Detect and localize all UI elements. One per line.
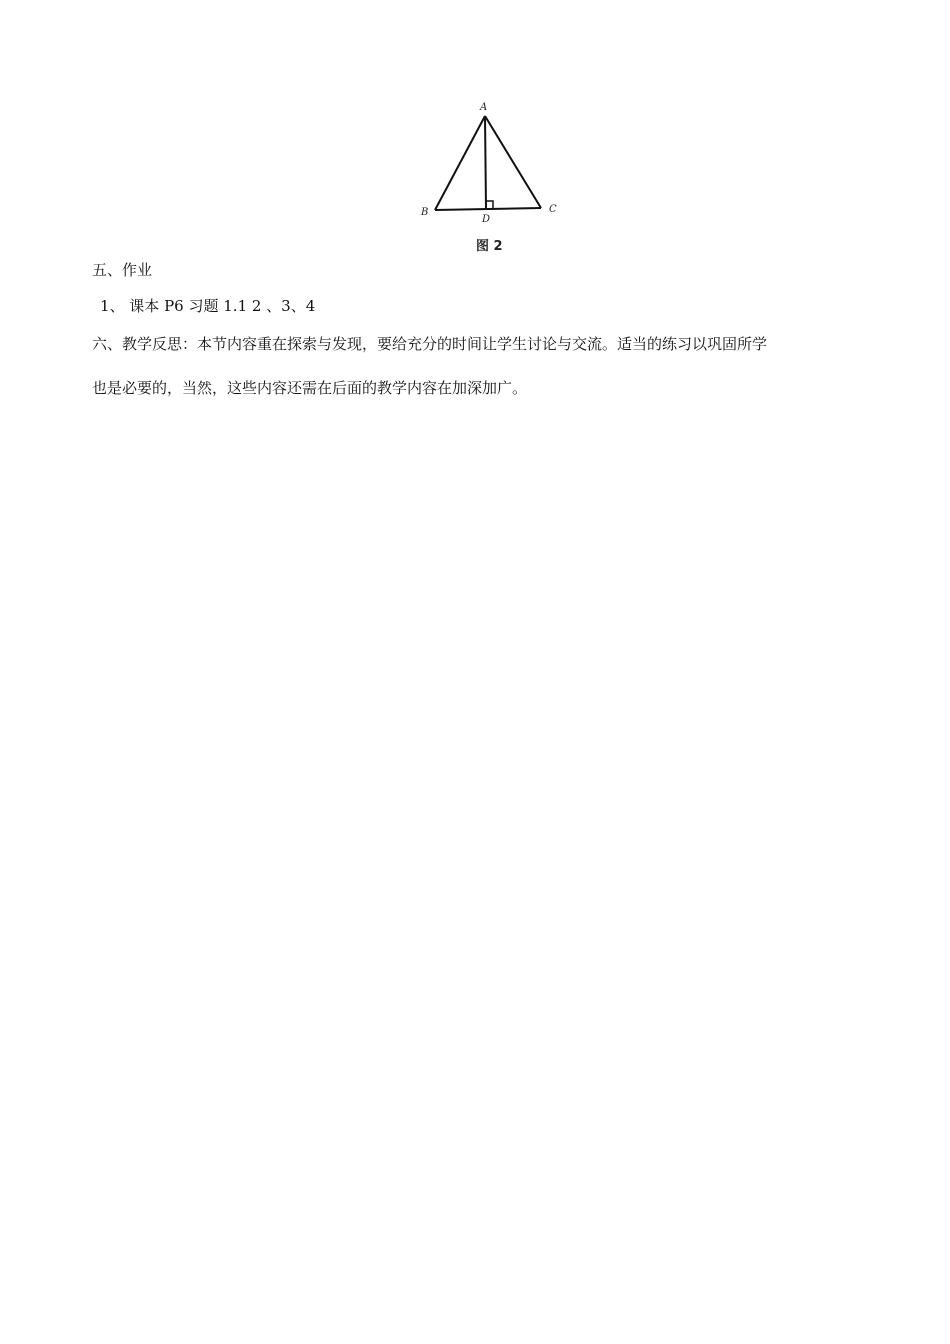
triangle-figure bbox=[415, 98, 565, 258]
point-label-d: D bbox=[482, 214, 491, 225]
reflection-paragraph-line-1: 六、教学反思：本节内容重在探索与发现，要给充分的时间让学生讨论与交流。适当的练习以巩固所学 bbox=[92, 335, 768, 353]
side-ac bbox=[485, 116, 541, 208]
side-ab bbox=[435, 116, 485, 210]
point-label-c: C bbox=[549, 204, 557, 215]
point-label-b: B bbox=[421, 207, 429, 218]
right-angle-mark bbox=[486, 201, 493, 209]
section-heading-homework: 五、作业 bbox=[92, 261, 153, 279]
figure-caption: 图 2 bbox=[476, 239, 503, 254]
reflection-paragraph-line-2: 也是必要的，当然，这些内容还需在后面的教学内容在加深加广。 bbox=[92, 379, 528, 397]
altitude-ad bbox=[485, 116, 486, 209]
triangle-diagram bbox=[415, 98, 565, 258]
side-bc bbox=[435, 208, 541, 210]
homework-item: 1、 课本 P6 习题 1.1 2 、3、4 bbox=[100, 297, 316, 315]
point-label-a: A bbox=[480, 102, 488, 113]
